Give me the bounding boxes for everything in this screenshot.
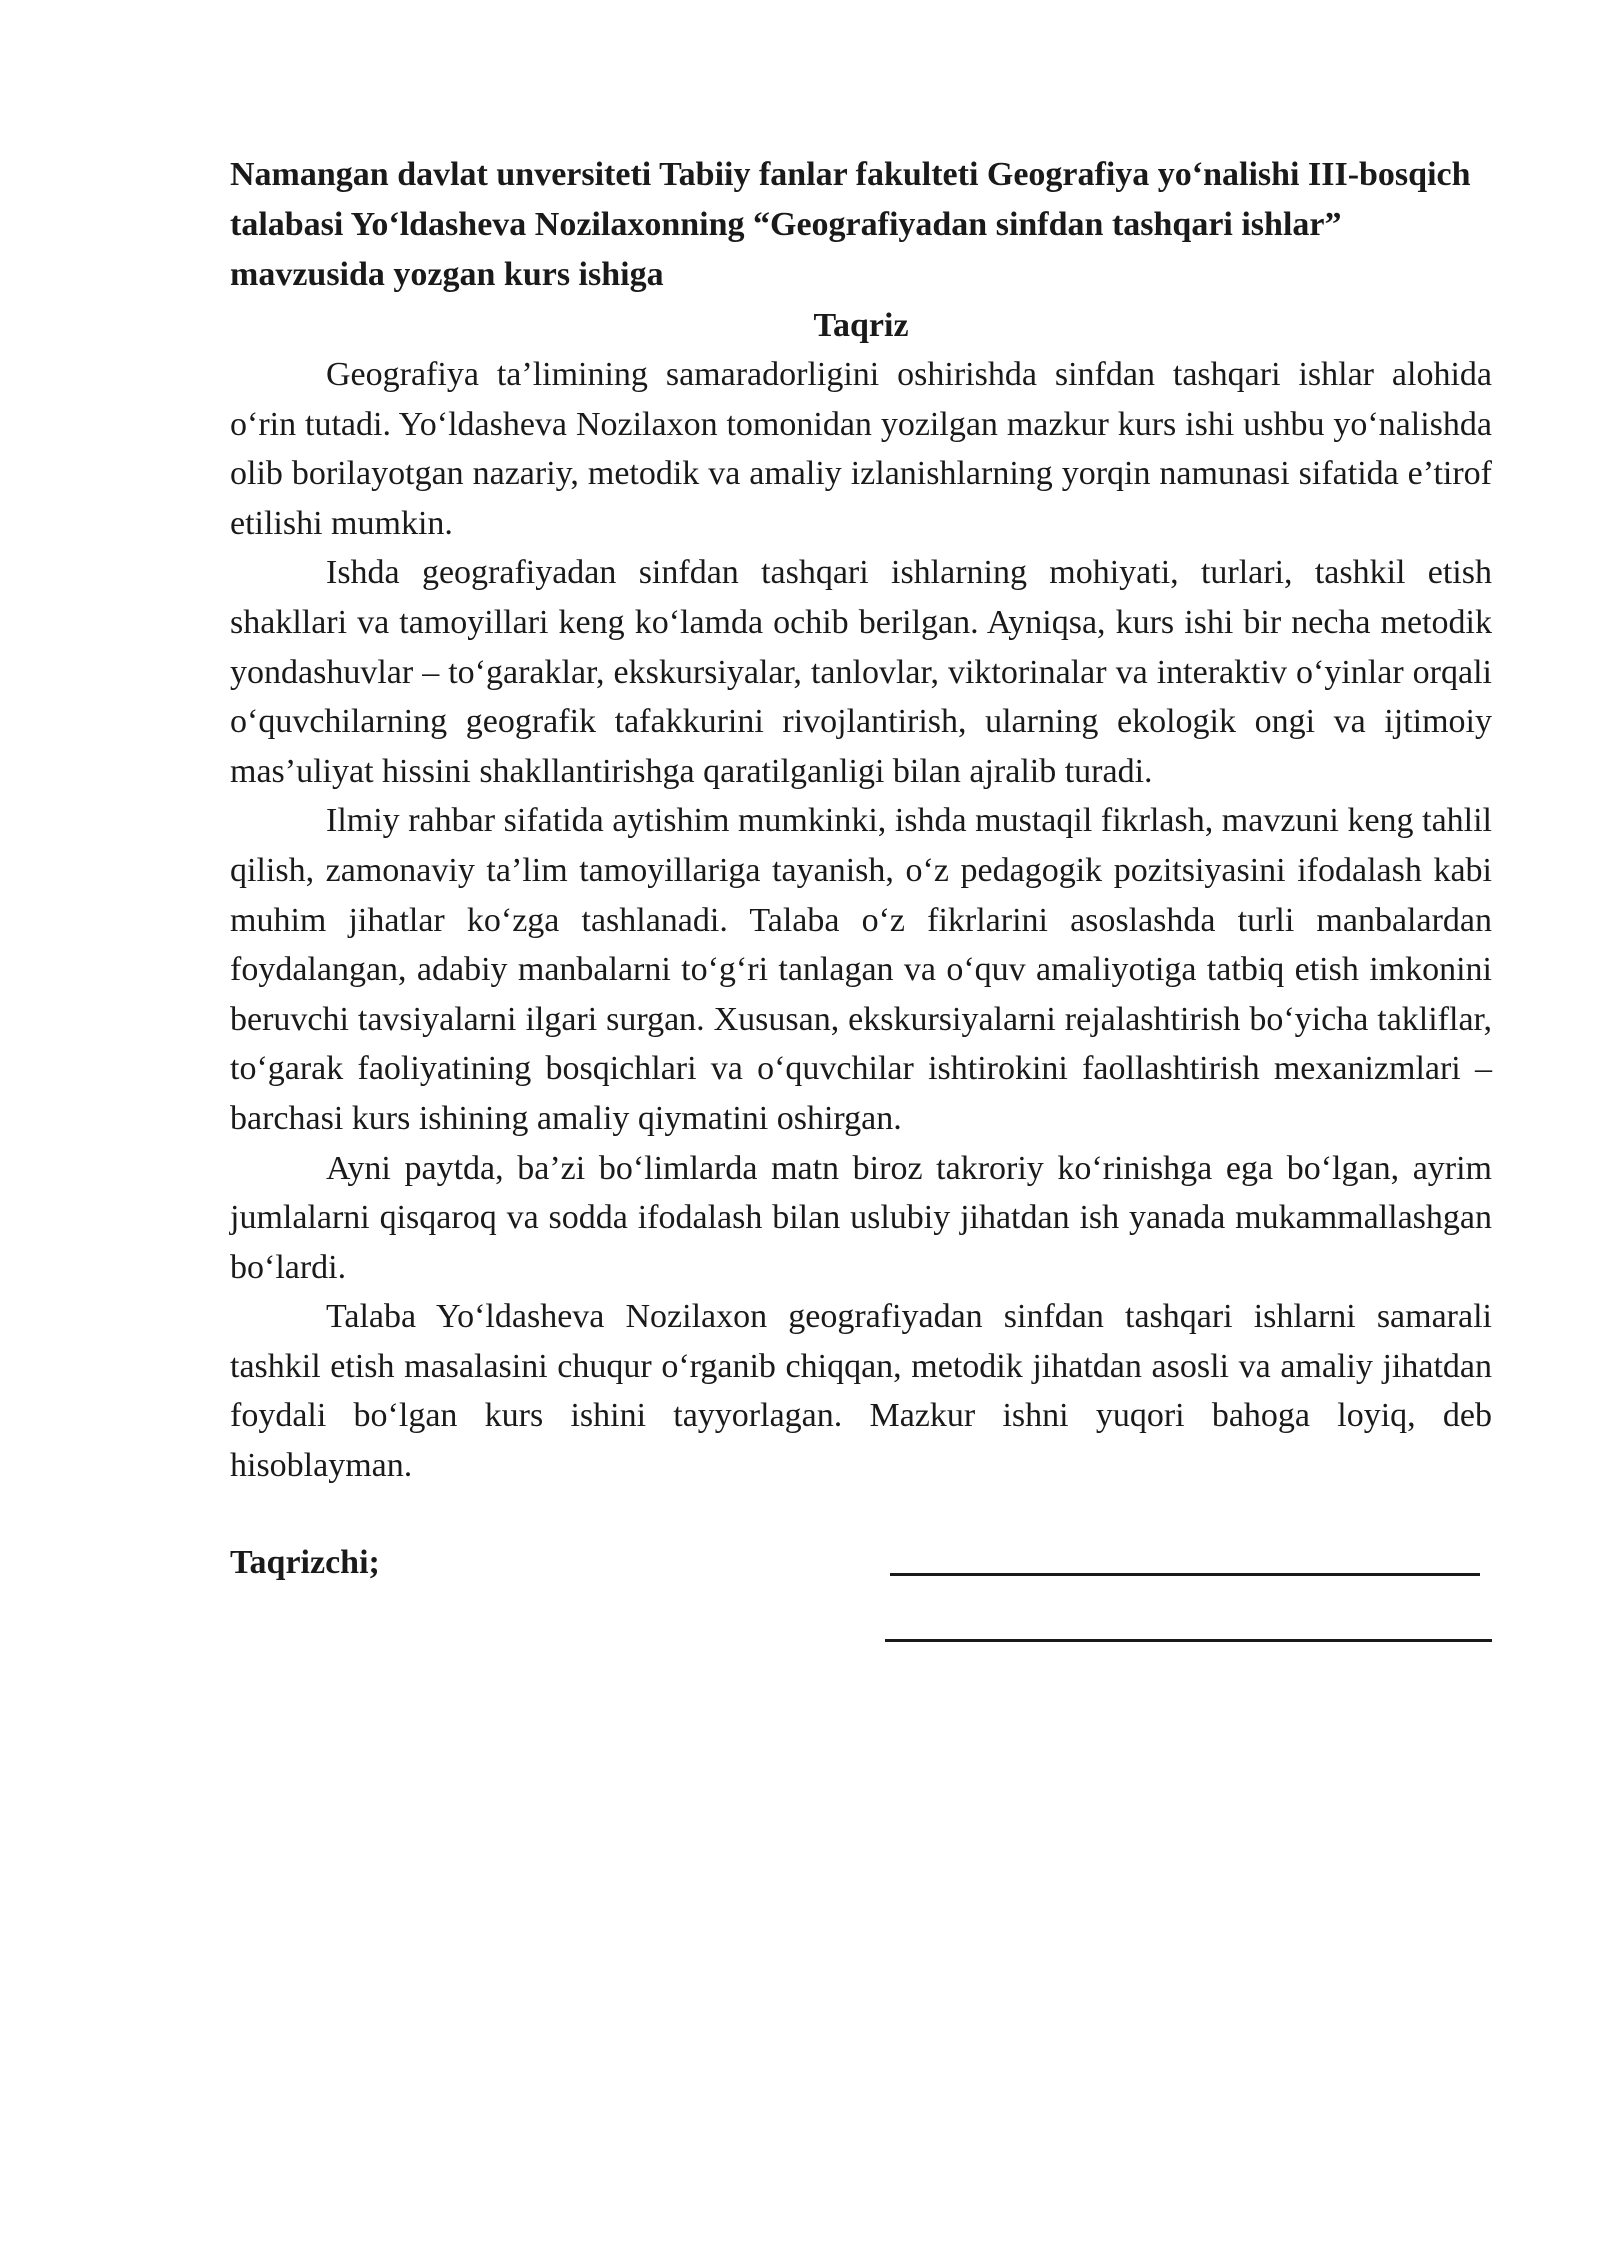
document-heading: Namangan davlat unversiteti Tabiiy fanlar fakulteti Geografiya yo‘nalishi III-bosqich talabasi Yo‘ldasheva Nozilaxonning “Geografiyadan sinfdan tashqari ishlar” mavzusida yozgan kurs ishiga: [230, 156, 1471, 293]
paragraph: Talaba Yo‘ldasheva Nozilaxon geografiyadan sinfdan tashqari ishlarni samarali tashkil etish masalasini chuqur o‘rganib chiqqan, metodik jihatdan asosli va amaliy jihatdan foydali bo‘lgan kurs ishini tayyorlagan. Mazkur ishni yuqori bahoga loyiq, deb hisoblayman.: [230, 1298, 1492, 1485]
paragraph: Ilmiy rahbar sifatida aytishim mumkinki, ishda mustaqil fikrlash, mavzuni keng tahlil qilish, zamonaviy ta’lim tamoyillariga tayanish, o‘z pedagogik pozitsiyasini ifodalash kabi muhim jihatlar ko‘zga tashlanadi. Talaba o‘z fikrlarini asoslashda turli manbalardan foydalangan, adabiy manbalarni to‘g‘ri tanlagan va o‘quv amaliyotiga tatbiq etish imkonini beruvchi tavsiyalarni ilgari surgan. Xususan, ekskursiyalarni rejalashtirish bo‘yicha takliflar, to‘garak faoliyatining bosqichlari va o‘quvchilar ishtirokini faollashtirish mexanizmlari – barchasi kurs ishining amaliy qiymatini oshirgan.: [230, 802, 1492, 1137]
reviewer-label: Taqrizchi;: [230, 1543, 380, 1581]
signature-line: [885, 1639, 1492, 1642]
document-title: Taqriz: [813, 307, 909, 344]
paragraph: Geografiya ta’limining samaradorligini oshirishda sinfdan tashqari ishlar alohida o‘rin tutadi. Yo‘ldasheva Nozilaxon tomonidan yozilgan mazkur kurs ishi ushbu yo‘nalishda olib borilayotgan nazariy, metodik va amaliy izlanishlarning yorqin namunasi sifatida e’tirof etilishi mumkin.: [230, 356, 1492, 542]
signature-line: [890, 1573, 1480, 1576]
paragraph: Ayni paytda, ba’zi bo‘limlarda matn biroz takroriy ko‘rinishga ega bo‘lgan, ayrim jumlalarni qisqaroq va sodda ifodalash bilan uslubiy jihatdan ish yanada mukammallashgan bo‘lardi.: [230, 1149, 1492, 1286]
paragraph: Ishda geografiyadan sinfdan tashqari ishlarning mohiyati, turlari, tashkil etish shakllari va tamoyillari keng ko‘lamda ochib berilgan. Ayniqsa, kurs ishi bir necha metodik yondashuvlar – to‘garaklar, ekskursiyalar, tanlovlar, viktorinalar va interaktiv o‘yinlar orqali o‘quvchilarning geografik tafakkurini rivojlantirish, ularning ekologik ongi va ijtimoiy mas’uliyat hissini shakllantirishga qaratilganligi bilan ajralib turadi.: [230, 554, 1492, 790]
signature-block: [230, 1527, 1492, 1587]
document-page: [230, 150, 1492, 1587]
